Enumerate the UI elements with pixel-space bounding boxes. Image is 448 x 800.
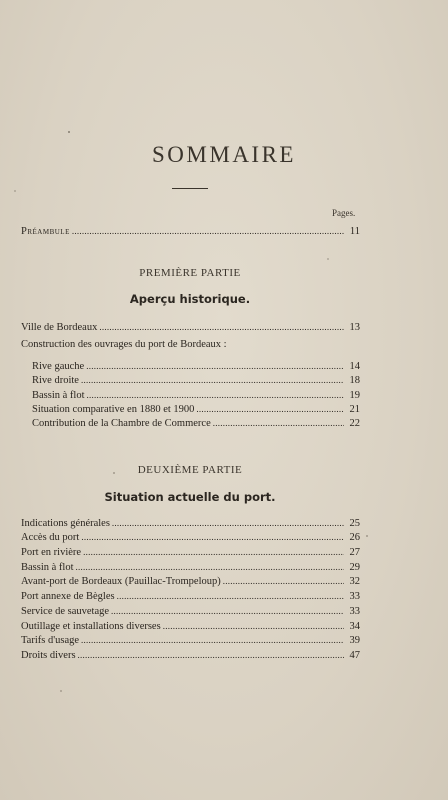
toc-leader-dots	[81, 373, 344, 387]
toc-entry-label: Bassin à flot	[21, 562, 74, 573]
toc-entry-page: 32	[349, 576, 360, 587]
toc-entry-page: 33	[349, 591, 360, 602]
toc-entry	[21, 648, 360, 662]
toc-entry-page: 13	[349, 322, 360, 333]
toc-entry-page: 26	[349, 532, 360, 543]
toc-entry-label: Accès du port	[21, 532, 80, 543]
page-title: SOMMAIRE	[152, 142, 296, 167]
toc-leader-dots	[87, 388, 345, 402]
toc-entry-label: Outillage et installations diverses	[21, 621, 161, 632]
toc-entry	[21, 560, 360, 574]
toc-entry	[21, 545, 360, 559]
toc-entry-label: Rive droite	[32, 375, 79, 386]
toc-entry	[21, 604, 360, 618]
toc-entry-page: 47	[349, 650, 360, 661]
toc-leader-dots	[112, 516, 344, 530]
paper-speck	[68, 131, 70, 133]
toc-entry	[21, 589, 360, 603]
toc-leader-dots	[76, 560, 345, 574]
paper-speck	[14, 190, 16, 192]
toc-entry-label: Ville de Bordeaux	[21, 322, 98, 333]
paper-speck	[327, 258, 329, 260]
toc-entry-page: 19	[349, 390, 360, 401]
toc-entry-label: Port annexe de Bègles	[21, 591, 115, 602]
title-rule	[172, 188, 208, 189]
toc-leader-dots	[99, 320, 344, 334]
toc-subentry	[32, 416, 360, 430]
section-heading-2: Situation actuelle du port.	[104, 490, 276, 504]
toc-leader-dots	[78, 648, 344, 662]
toc-entry-label: Tarifs d'usage	[21, 635, 80, 646]
toc-leader-dots	[86, 359, 344, 373]
toc-leader-dots	[163, 619, 344, 633]
toc-entry-label: Rive gauche	[32, 361, 85, 372]
toc-subheading-note: Construction des ouvrages du port de Bordeaux :	[21, 339, 227, 350]
toc-entry-page: 14	[349, 361, 360, 372]
toc-subentry	[32, 373, 360, 387]
toc-subentry	[32, 359, 360, 373]
toc-entry-label: Indications générales	[21, 518, 110, 529]
toc-leader-dots	[196, 402, 344, 416]
toc-entry-page: 11	[349, 226, 360, 237]
paper-speck	[60, 690, 62, 692]
toc-entry-page: 39	[349, 635, 360, 646]
toc-entry-label: Droits divers	[21, 650, 76, 661]
toc-leader-dots	[111, 604, 344, 618]
toc-entry-label: Service de sauvetage	[21, 606, 110, 617]
toc-leader-dots	[83, 545, 344, 559]
part-heading-1: PREMIÈRE PARTIE	[139, 267, 241, 279]
toc-entry-label: Contribution de la Chambre de Commerce	[32, 418, 211, 429]
toc-entry	[21, 619, 360, 633]
toc-entry-page: 21	[349, 404, 360, 415]
toc-entry-page: 22	[349, 418, 360, 429]
toc-leader-dots	[72, 224, 344, 238]
toc-subentry	[32, 402, 360, 416]
toc-entry-page: 27	[349, 547, 360, 558]
toc-subentry	[32, 388, 360, 402]
toc-entry-label: Préambule	[21, 226, 70, 237]
paper-speck	[366, 535, 368, 537]
section-heading-1: Aperçu historique.	[129, 292, 251, 306]
toc-entry-label: Avant-port de Bordeaux (Pauillac-Trompeloup)	[21, 576, 221, 587]
toc-entry-page: 34	[349, 621, 360, 632]
part-heading-2: DEUXIÈME PARTIE	[137, 464, 243, 476]
toc-entry-page: 18	[349, 375, 360, 386]
toc-entry-page: 33	[349, 606, 360, 617]
toc-entry	[21, 516, 360, 530]
toc-leader-dots	[117, 589, 344, 603]
toc-entry	[21, 530, 360, 544]
toc-leader-dots	[81, 530, 344, 544]
toc-leader-dots	[213, 416, 344, 430]
toc-entry	[21, 633, 360, 647]
toc-entry-label: Situation comparative en 1880 et 1900	[32, 404, 195, 415]
toc-entry-page: 29	[349, 562, 360, 573]
pages-column-label: Pages.	[332, 208, 356, 218]
toc-entry-label: Bassin à flot	[32, 390, 85, 401]
toc-entry-label: Port en rivière	[21, 547, 82, 558]
toc-entry	[21, 574, 360, 588]
toc-leader-dots	[81, 633, 344, 647]
toc-entry	[21, 320, 360, 334]
toc-entry-preamble	[21, 224, 360, 238]
toc-leader-dots	[223, 574, 344, 588]
toc-entry-page: 25	[349, 518, 360, 529]
